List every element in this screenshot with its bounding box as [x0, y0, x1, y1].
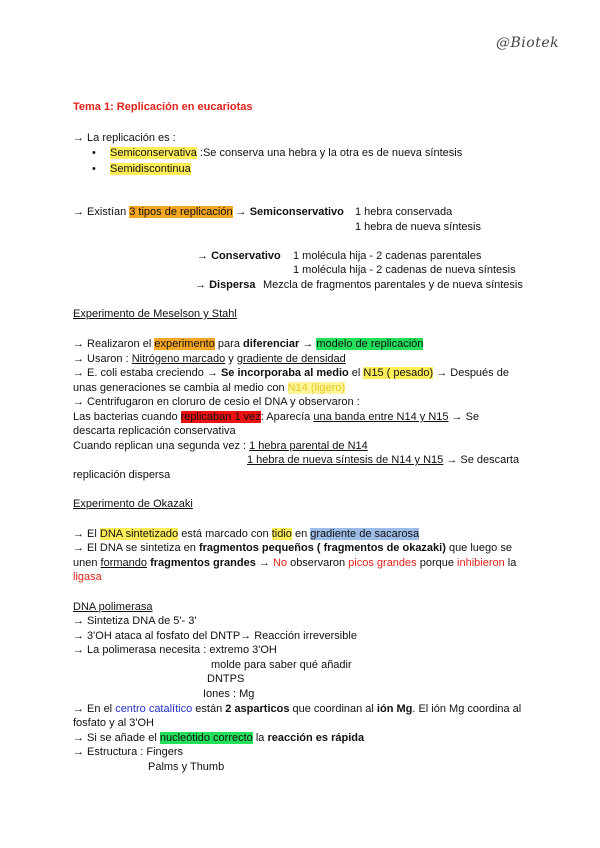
text-run: → Realizaron el	[73, 338, 155, 350]
highlight: gradiente de sacarosa	[310, 528, 420, 540]
bullet-item-2	[110, 162, 191, 176]
okazaki-line-1	[73, 527, 419, 541]
meselson-line-2	[73, 352, 346, 366]
underlined-run: 1 hebra parental de N14	[249, 440, 368, 452]
text-run: →	[232, 206, 250, 218]
polimerasa-line-6: Iones : Mg	[203, 688, 255, 700]
bold-run: reacción es rápida	[267, 732, 365, 744]
text-run: →	[299, 338, 317, 350]
meselson-line-6	[73, 410, 479, 424]
semi-desc-2: 1 hebra de nueva síntesis	[355, 221, 481, 233]
text-run: están	[192, 703, 226, 715]
text-run: unen	[73, 557, 101, 569]
bullet-icon: •	[92, 163, 96, 175]
text-run: → Se descarta	[443, 454, 520, 466]
text-run: observaron	[287, 557, 349, 569]
text-run: . El ión Mg coordina al	[412, 703, 522, 715]
cons-desc-2: 1 molécula hija - 2 cadenas de nueva síntesis	[293, 264, 516, 276]
term-semiconservativo: Semiconservativo	[249, 206, 344, 218]
semi-desc-1: 1 hebra conservada	[355, 206, 453, 218]
section-heading-polimerasa: DNA polimerasa	[73, 601, 153, 613]
text-run: el	[348, 367, 364, 379]
red-run: No	[272, 557, 288, 569]
dispersa-line	[195, 278, 256, 292]
underlined-run: 1 hebra de nueva síntesis de N14 y N15	[247, 454, 444, 466]
intro-line: → La replicación es :	[73, 132, 176, 144]
okazaki-line-2	[73, 541, 512, 555]
polimerasa-line-1: → Sintetiza DNA de 5'- 3'	[73, 615, 197, 627]
polimerasa-line-4: molde para saber qué añadir	[211, 659, 352, 671]
text-run: → Existían	[73, 206, 130, 218]
okazaki-line-4: ligasa	[73, 571, 102, 583]
replication-types-line	[73, 205, 344, 219]
highlight: Semidiscontinua	[110, 163, 191, 175]
underlined-run: formando	[100, 557, 148, 569]
meselson-line-9	[247, 453, 519, 467]
underlined-run: una banda entre N14 y N15	[313, 411, 449, 423]
section-heading-okazaki: Experimento de Okazaki	[73, 498, 193, 510]
underlined-run: gradiente de densidad	[236, 353, 346, 365]
highlight: N14 (ligero)	[287, 382, 346, 394]
text-run: →	[197, 250, 212, 262]
meselson-line-10: replicación dispersa	[73, 469, 171, 481]
highlight: Semiconservativa	[110, 147, 197, 159]
highlight: experimento	[154, 338, 215, 350]
bold-run: fragmentos pequeños ( fragmentos de okazaki)	[198, 542, 446, 554]
meselson-line-4	[73, 381, 345, 395]
text-run: :Se conserva una hebra y la otra es de nueva síntesis	[196, 147, 463, 159]
okazaki-line-3	[73, 556, 516, 570]
meselson-line-5: → Centrifugaron en cloruro de cesio el DNA y observaron :	[73, 396, 360, 408]
text-run: → En el	[73, 703, 116, 715]
text-run: está marcado con	[178, 528, 272, 540]
meselson-line-8	[73, 439, 368, 453]
highlight: replicaban 1 vez	[180, 411, 261, 423]
bold-run: fragmentos grandes	[150, 557, 256, 569]
underlined-run: Nitrógeno marcado	[131, 353, 226, 365]
bold-run: diferenciar	[243, 338, 300, 350]
polimerasa-line-8: fosfato y al 3'OH	[73, 717, 154, 729]
term-dispersa: Dispersa	[209, 279, 256, 291]
text-run: → Después de	[433, 367, 509, 379]
conservativo-line	[197, 249, 281, 263]
polimerasa-line-10: → Estructura : Fingers	[73, 746, 184, 758]
text-run: Cuando replican una segunda vez :	[73, 440, 250, 452]
text-run: →	[255, 557, 273, 569]
term-conservativo: Conservativo	[211, 250, 281, 262]
meselson-line-7: descarta replicación conservativa	[73, 425, 236, 437]
highlight: DNA sintetizado	[99, 528, 179, 540]
text-run: unas generaciones se cambia al medio con	[73, 382, 288, 394]
meselson-line-3	[73, 366, 509, 380]
polimerasa-line-3: → La polimerasa necesita : extremo 3'OH	[73, 644, 277, 656]
text-run: la	[252, 732, 268, 744]
text-run: → E. coli estaba creciendo →	[73, 367, 221, 379]
highlight: nucleótido correcto	[159, 732, 253, 744]
text-run: →	[195, 279, 210, 291]
text-run: → Usaron :	[73, 353, 132, 365]
highlight: 3 tipos de replicación	[129, 206, 233, 218]
polimerasa-line-5: DNTPS	[207, 673, 245, 685]
text-run: → Se	[448, 411, 480, 423]
bold-run: Se incorporaba al medio	[220, 367, 349, 379]
text-run: → Si se añade el	[73, 732, 160, 744]
cons-desc-1: 1 molécula hija - 2 cadenas parentales	[293, 250, 482, 262]
bold-run: 2 asparticos	[225, 703, 290, 715]
text-run: que coordinan al	[289, 703, 377, 715]
text-run: : Aparecía	[260, 411, 314, 423]
highlight: N15 ( pesado)	[363, 367, 434, 379]
polimerasa-line-7	[73, 702, 521, 716]
text-run: porque	[416, 557, 458, 569]
polimerasa-line-11: Palms y Thumb	[148, 761, 225, 773]
page-title: Tema 1: Replicación en eucariotas	[73, 101, 253, 113]
text-run: para	[214, 338, 244, 350]
text-run: → El DNA se sintetiza en	[73, 542, 199, 554]
meselson-line-1	[73, 337, 423, 351]
bullet-item-1	[110, 146, 462, 160]
highlight: modelo de replicación	[316, 338, 424, 350]
bold-run: ión Mg	[376, 703, 413, 715]
section-heading-meselson: Experimento de Meselson y Stahl	[73, 308, 237, 320]
text-run: y	[225, 353, 237, 365]
blue-run: centro catalítico	[115, 703, 193, 715]
text-run: Las bacterias cuando	[73, 411, 181, 423]
text-run: en	[291, 528, 311, 540]
watermark: @Biotek	[496, 35, 560, 51]
highlight: tidio	[271, 528, 292, 540]
bullet-icon: •	[92, 147, 96, 159]
red-run: picos grandes	[348, 557, 417, 569]
text-run: → El	[73, 528, 100, 540]
red-run: inhibieron	[457, 557, 505, 569]
text-run: la	[504, 557, 517, 569]
disp-desc: Mezcla de fragmentos parentales y de nueva síntesis	[263, 279, 523, 291]
text-run: que luego se	[445, 542, 512, 554]
polimerasa-line-2: → 3'OH ataca al fosfato del DNTP→ Reacción irreversible	[73, 630, 357, 642]
polimerasa-line-9	[73, 731, 364, 745]
